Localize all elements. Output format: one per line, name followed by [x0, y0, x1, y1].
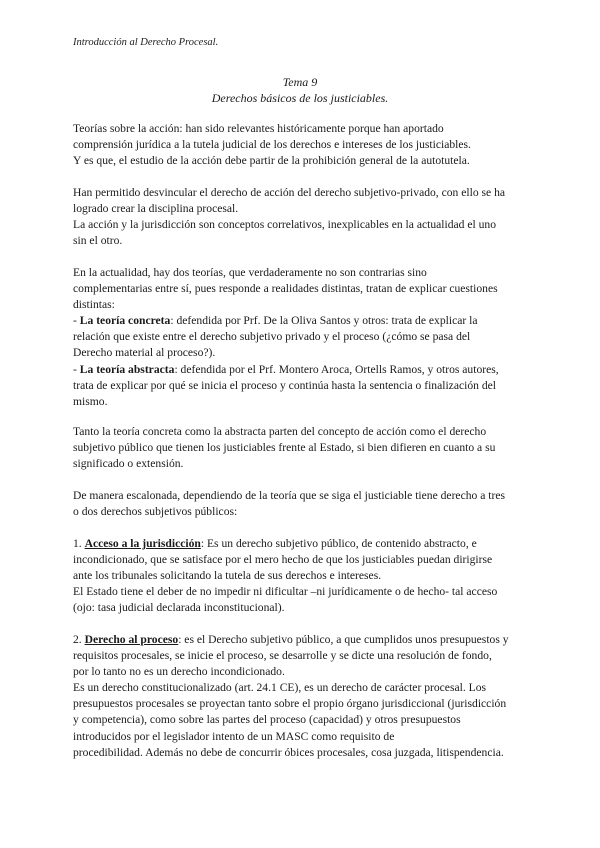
paragraph-acciones-teorias: Teorías sobre la acción: han sido relevantes históricamente porque han aportado comprensión jurídica a la tutela judicial de los derechos e intereses de los justiciables. Y es que, el estudio de la acción debe partir de la prohibición general de la autotutela.	[73, 122, 471, 168]
paragraph-escalonada: De manera escalonada, dependiendo de la teoría que se siga el justiciable tiene derecho a tres o dos derechos subjetivos públicos:	[73, 489, 505, 519]
paragraph-concreta-abstracta: Tanto la teoría concreta como la abstracta parten del concepto de acción como el derecho subjetivo público que tienen los justiciables frente al Estado, si bien difieren en cuanto a su significado o extensión.	[73, 425, 496, 471]
paragraph-acceso-jurisdiccion: 1. Acceso a la jurisdicción: Es un derecho subjetivo público, de contenido abstracto, e incondicionado, que se satisface por el mero hecho de que los justiciables puedan dirigirse ante los tribunales solicitando la tutela de sus derechos e intereses. El Estado tiene el deber de no impedir ni dificultar –ni jurídicamente o de hecho- tal acceso (ojo: tasa judicial declarada inconstitucional).	[73, 537, 498, 615]
teoria-concreta-label: La teoría concreta	[79, 314, 171, 328]
topic-title: Derechos básicos de los justiciables.	[211, 91, 389, 105]
acceso-jurisdiccion-label: Acceso a la jurisdicción	[84, 537, 201, 550]
page-header: Introducción al Derecho Procesal.	[73, 37, 219, 48]
derecho-proceso-label: Derecho al proceso	[84, 633, 179, 646]
paragraph-desvincular: Han permitido desvincular el derecho de acción del derecho subjetivo-privado, con ello se ha logrado crear la disciplina procesal. La acción y la jurisdicción son conceptos correlativos, inexplicables en la actualidad el uno sin el otro.	[73, 186, 506, 248]
teoria-abstracta-label: La teoría abstracta	[79, 362, 175, 376]
paragraph-derecho-proceso: 2. Derecho al proceso: es el Derecho subjetivo público, a que cumplidos unos presupuestos y requisitos procesales, se inicie el proceso, se desarrolle y se dicte una resolución de fondo, por lo tanto no es un derecho incondicionado. Es un derecho constitucionalizado (art. 24.1 CE), es un derecho de carácter procesal. Los presupuestos procesales se proyectan tanto sobre el propio órgano jurisdiccional (jurisdicción y competencia), como sobre las partes del proceso (capacidad) y otros presupuestos introducidos por el legislador intento de un MASC como requisito de procedibilidad. Además no debe de concurrir óbices procesales, cosa juzgada, litispendencia.	[73, 633, 509, 759]
teoria-concreta-item: - La teoría concreta: defendida por Prf. De la Oliva Santos y otros: trata de explicar la	[73, 314, 478, 328]
teoria-abstracta-item: - La teoría abstracta: defendida por el Prf. Montero Aroca, Ortells Ramos, y otros autores,	[73, 362, 499, 376]
paragraph-dos-teorias: En la actualidad, hay dos teorías, que verdaderamente no son contrarias sino complementarias entre sí, pues responde a realidades distintas, tratan de explicar cuestiones distintas: - La teoría concreta: defendida por Prf. De la Oliva Santos y otros: trata de explicar la relación que existe entre el derecho subjetivo privado y el proceso (¿cómo se pasa del Derecho material al proceso?). - La teoría abstracta: defendida por el Prf. Montero Aroca, Ortells Ramos, y otros autores, trata de explicar por qué se inicia el proceso y continúa hasta la sentencia o finalización del mismo.	[73, 265, 533, 410]
topic-number: Tema 9	[282, 75, 318, 89]
